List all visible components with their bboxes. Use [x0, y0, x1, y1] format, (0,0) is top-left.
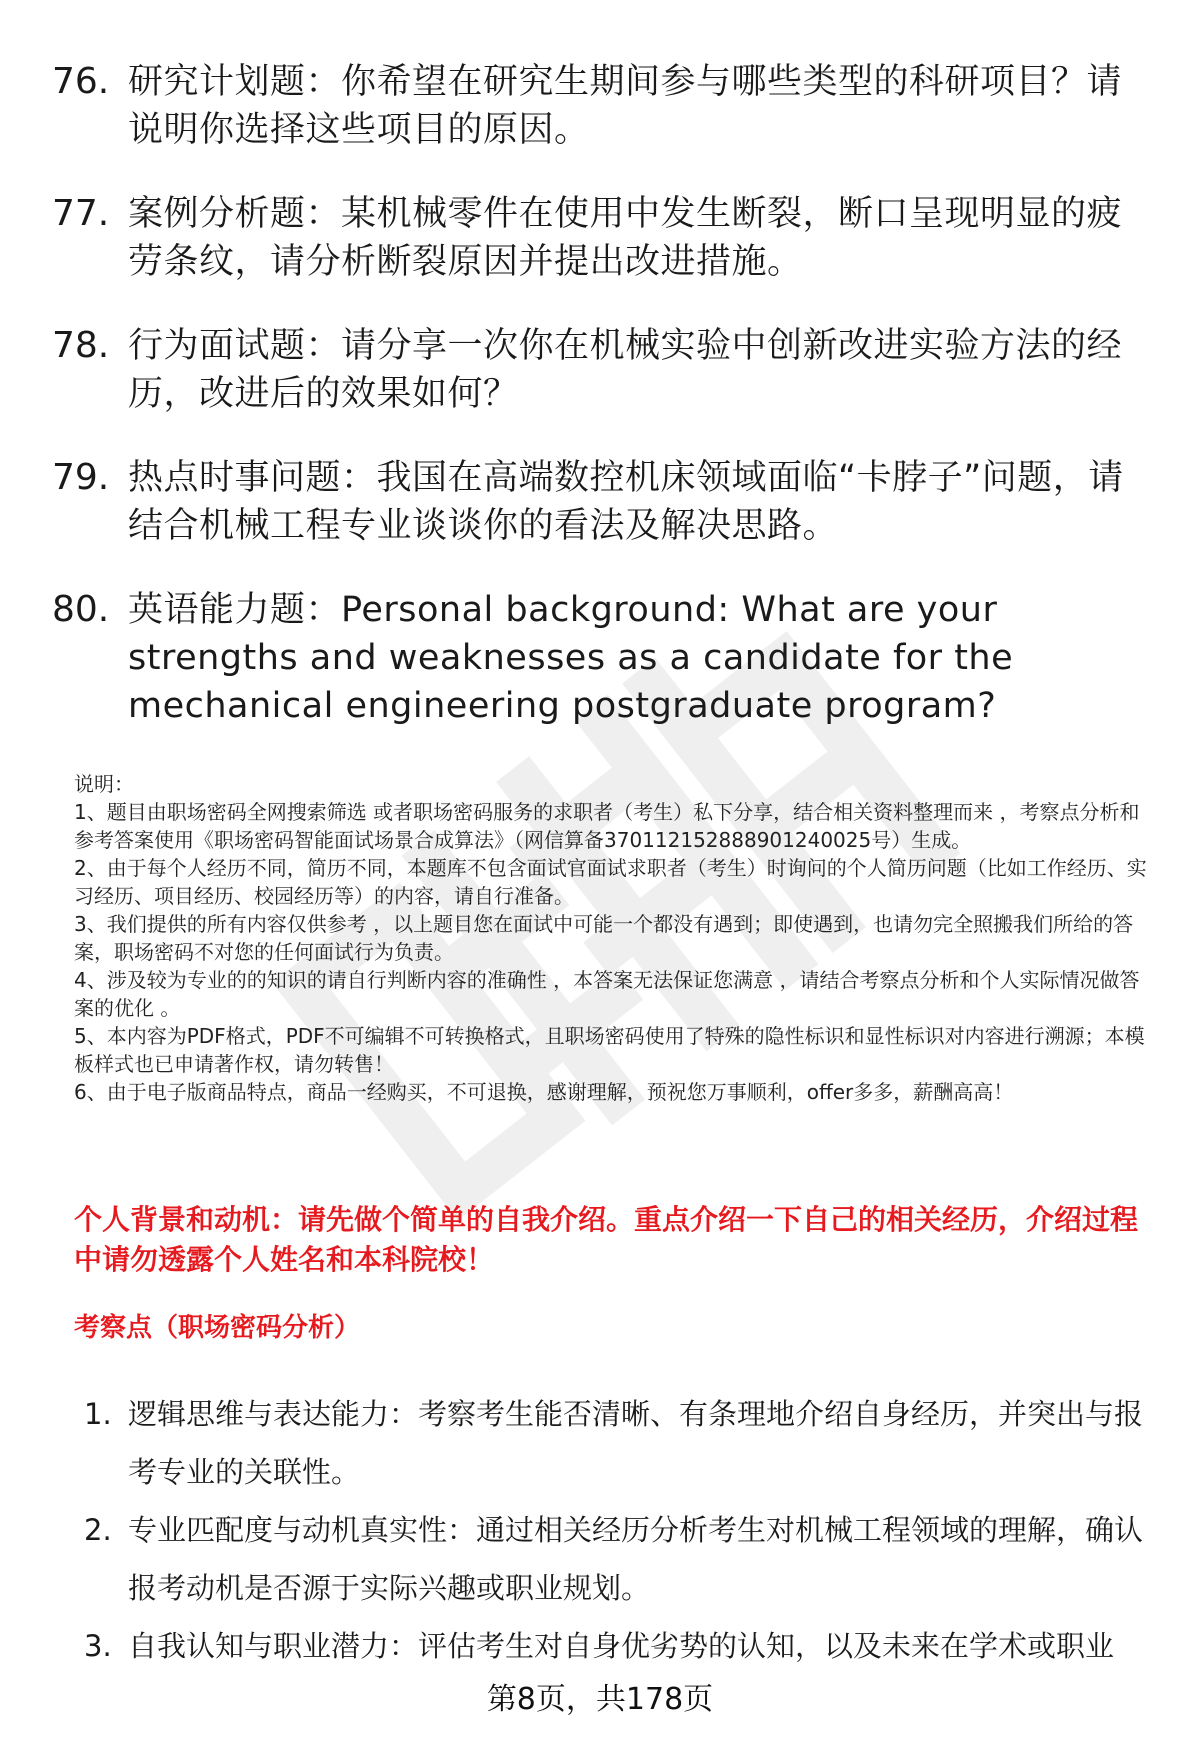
section-heading: 个人背景和动机：请先做个简单的自我介绍。重点介绍一下自己的相关经历，介绍过程中请勿透露个人姓名和本科院校！ [74, 1203, 1139, 1276]
note-item: 3、我们提供的所有内容仅供参考 ，以上题目您在面试中可能一个都没有遇到；即使遇到，也请勿完全照搬我们所给的答案，职场密码不对您的任何面试行为负责。 [74, 912, 1134, 964]
question-item [52, 190, 1152, 286]
question-number: 78. [52, 325, 110, 366]
point-number: 2. [84, 1513, 112, 1547]
point-text: 自我认知与职业潜力：评估考生对自身优劣势的认知，以及未来在学术或职业 [128, 1629, 1115, 1663]
question-number: 79. [52, 457, 110, 498]
point-number: 1. [84, 1397, 112, 1431]
question-list [52, 58, 1152, 766]
note-item: 5、本内容为PDF格式，PDF不可编辑不可转换格式，且职场密码使用了特殊的隐性标识和显性标识对内容进行溯源；本模板样式也已申请著作权，请勿转售！ [74, 1024, 1145, 1076]
point-item [84, 1617, 1144, 1675]
note-item: 1、题目由职场密码全网搜索筛选 或者职场密码服务的求职者（考生）私下分享，结合相关资料整理而来 ，考察点分析和参考答案使用《职场密码智能面试场景合成算法》（网信算备370112152888901240025号）生成。 [74, 800, 1140, 852]
question-item [52, 58, 1152, 154]
question-number: 76. [52, 61, 110, 102]
point-number: 3. [84, 1629, 112, 1663]
note-item: 2、由于每个人经历不同，简历不同，本题库不包含面试官面试求职者（考生）时询问的个人简历问题（比如工作经历、实习经历、项目经历、校园经历等）的内容，请自行准备。 [74, 856, 1147, 908]
notes-section [74, 770, 1154, 1106]
question-text: 行为面试题：请分享一次你在机械实验中创新改进实验方法的经历，改进后的效果如何？ [128, 326, 1123, 414]
point-item [84, 1385, 1144, 1501]
question-text: 英语能力题：Personal background: What are your strengths and weaknesses as a candidate for the mechanical engineering postgraduate program? [128, 590, 1014, 726]
point-text: 逻辑思维与表达能力：考察考生能否清晰、有条理地介绍自身经历，并突出与报考专业的关联性。 [128, 1397, 1144, 1489]
question-item [52, 454, 1152, 550]
point-text: 专业匹配度与动机真实性：通过相关经历分析考生对机械工程领域的理解，确认报考动机是否源于实际兴趣或职业规划。 [128, 1513, 1144, 1605]
question-text: 热点时事问题：我国在高端数控机床领域面临“卡脖子”问题，请结合机械工程专业谈谈你的看法及解决思路。 [128, 458, 1124, 546]
question-number: 77. [52, 193, 110, 234]
question-text: 研究计划题：你希望在研究生期间参与哪些类型的科研项目？请说明你选择这些项目的原因。 [128, 62, 1123, 150]
assessment-points [84, 1385, 1144, 1675]
question-text: 案例分析题：某机械零件在使用中发生断裂，断口呈现明显的疲劳条纹，请分析断裂原因并提出改进措施。 [128, 194, 1123, 282]
note-item: 6、由于电子版商品特点，商品一经购买，不可退换，感谢理解，预祝您万事顺利，offer多多，薪酬高高！ [74, 1080, 1014, 1104]
question-item [52, 586, 1152, 730]
notes-title: 说明： [74, 772, 134, 796]
point-item [84, 1501, 1144, 1617]
page-footer: 第8页，共178页 [486, 1682, 714, 1717]
question-number: 80. [52, 589, 110, 630]
question-item [52, 322, 1152, 418]
note-item: 4、涉及较为专业的的知识的请自行判断内容的准确性 ，本答案无法保证您满意 ，请结合考察点分析和个人实际情况做答案的优化 。 [74, 968, 1140, 1020]
section-subheading: 考察点（职场密码分析） [74, 1313, 361, 1343]
